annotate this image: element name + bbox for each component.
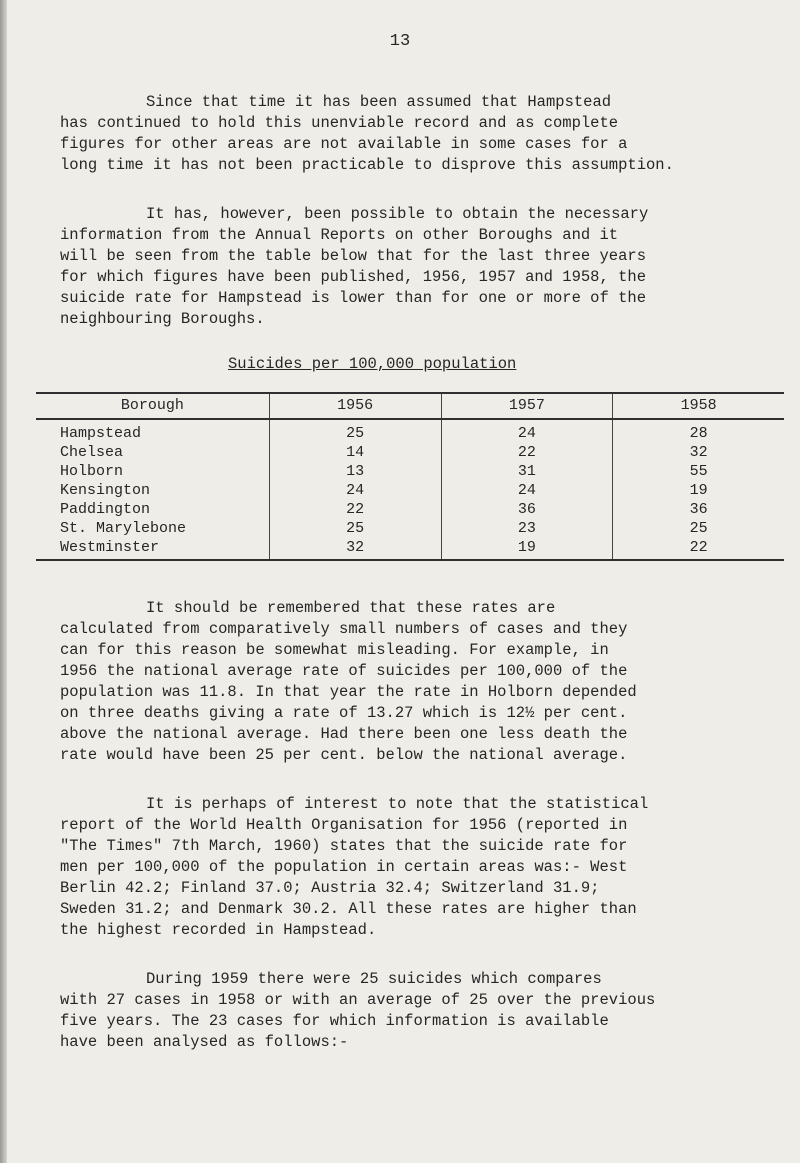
text-line: During 1959 there were 25 suicides which compares [146,970,602,988]
text-line: figures for other areas are not available in some cases for a [60,135,628,153]
text-line: above the national average. Had there been one less death the [60,725,628,743]
text-line: will be seen from the table below that for the last three years [60,247,646,265]
paragraph-misleading-rates [60,598,760,766]
text-line: It is perhaps of interest to note that the statistical [146,795,649,813]
borough-cell: Paddington [60,501,151,518]
text-line: Sweden 31.2; and Denmark 30.2. All these rates are higher than [60,900,637,918]
text-line: report of the World Health Organisation for 1956 (reported in [60,816,628,834]
rate-cell: 14 [269,443,441,462]
table-row [36,519,784,538]
header-1957: 1957 [441,393,613,419]
header-1958: 1958 [613,393,784,419]
table-row [36,419,784,443]
header-borough: Borough [120,397,184,414]
text-line: rate would have been 25 per cent. below the national average. [60,746,628,764]
paragraph-who-report [60,794,760,941]
table-body [36,419,784,560]
paragraph-annual-reports [60,204,760,330]
rate-cell: 24 [441,419,613,443]
table-row [36,443,784,462]
text-line: "The Times" 7th March, 1960) states that the suicide rate for [60,837,628,855]
table-row [36,538,784,560]
text-line: the highest recorded in Hampstead. [60,921,377,939]
rate-cell: 31 [441,462,613,481]
borough-cell: Chelsea [60,444,124,461]
rate-cell: 19 [613,481,784,500]
text-line: information from the Annual Reports on other Boroughs and it [60,226,619,244]
table-row [36,500,784,519]
table-row [36,481,784,500]
text-line: calculated from comparatively small numbers of cases and they [60,620,628,638]
table-caption: Suicides per 100,000 population [228,355,517,373]
text-line: It should be remembered that these rates are [146,599,556,617]
rate-cell: 55 [613,462,784,481]
rate-cell: 25 [269,419,441,443]
text-line: suicide rate for Hampstead is lower than for one or more of the [60,289,646,307]
rate-cell: 24 [269,481,441,500]
table-row [36,462,784,481]
text-line: have been analysed as follows:- [60,1033,349,1051]
borough-cell: Westminster [60,539,160,556]
text-line: long time it has not been practicable to disprove this assumption. [60,156,674,174]
text-line: with 27 cases in 1958 or with an average of 25 over the previous [60,991,656,1009]
paragraph-1959-analysis [60,969,760,1053]
text-line: Berlin 42.2; Finland 37.0; Austria 32.4; Switzerland 31.9; [60,879,600,897]
rate-cell: 28 [613,419,784,443]
rate-cell: 24 [441,481,613,500]
rate-cell: 23 [441,519,613,538]
text-line: It has, however, been possible to obtain the necessary [146,205,649,223]
rate-cell: 22 [441,443,613,462]
text-line: five years. The 23 cases for which information is available [60,1012,609,1030]
page-edge-shadow [0,0,7,1163]
rate-cell: 25 [613,519,784,538]
text-line: can for this reason be somewhat misleading. For example, in [60,641,609,659]
rate-cell: 22 [613,538,784,560]
text-line: 1956 the national average rate of suicides per 100,000 of the [60,662,628,680]
rate-cell: 25 [269,519,441,538]
rate-cell: 36 [441,500,613,519]
rate-cell: 32 [613,443,784,462]
text-line: population was 11.8. In that year the rate in Holborn depended [60,683,637,701]
text-line: neighbouring Boroughs. [60,310,265,328]
text-line: for which figures have been published, 1956, 1957 and 1958, the [60,268,646,286]
text-line: Since that time it has been assumed that Hampstead [146,93,612,111]
header-1956: 1956 [269,393,441,419]
text-line: men per 100,000 of the population in certain areas was:- West [60,858,628,876]
borough-cell: Holborn [60,463,124,480]
page-number: 13 [389,32,411,51]
paragraph-assumption [60,92,760,176]
rate-cell: 13 [269,462,441,481]
text-line: on three deaths giving a rate of 13.27 which is 12½ per cent. [60,704,628,722]
text-line: has continued to hold this unenviable record and as complete [60,114,619,132]
rate-cell: 36 [613,500,784,519]
suicide-rates-table [36,392,784,561]
rate-cell: 19 [441,538,613,560]
rate-cell: 32 [269,538,441,560]
rate-cell: 22 [269,500,441,519]
borough-cell: St. Marylebone [60,520,187,537]
borough-cell: Kensington [60,482,151,499]
borough-cell: Hampstead [60,425,142,442]
table-header-row [36,393,784,419]
